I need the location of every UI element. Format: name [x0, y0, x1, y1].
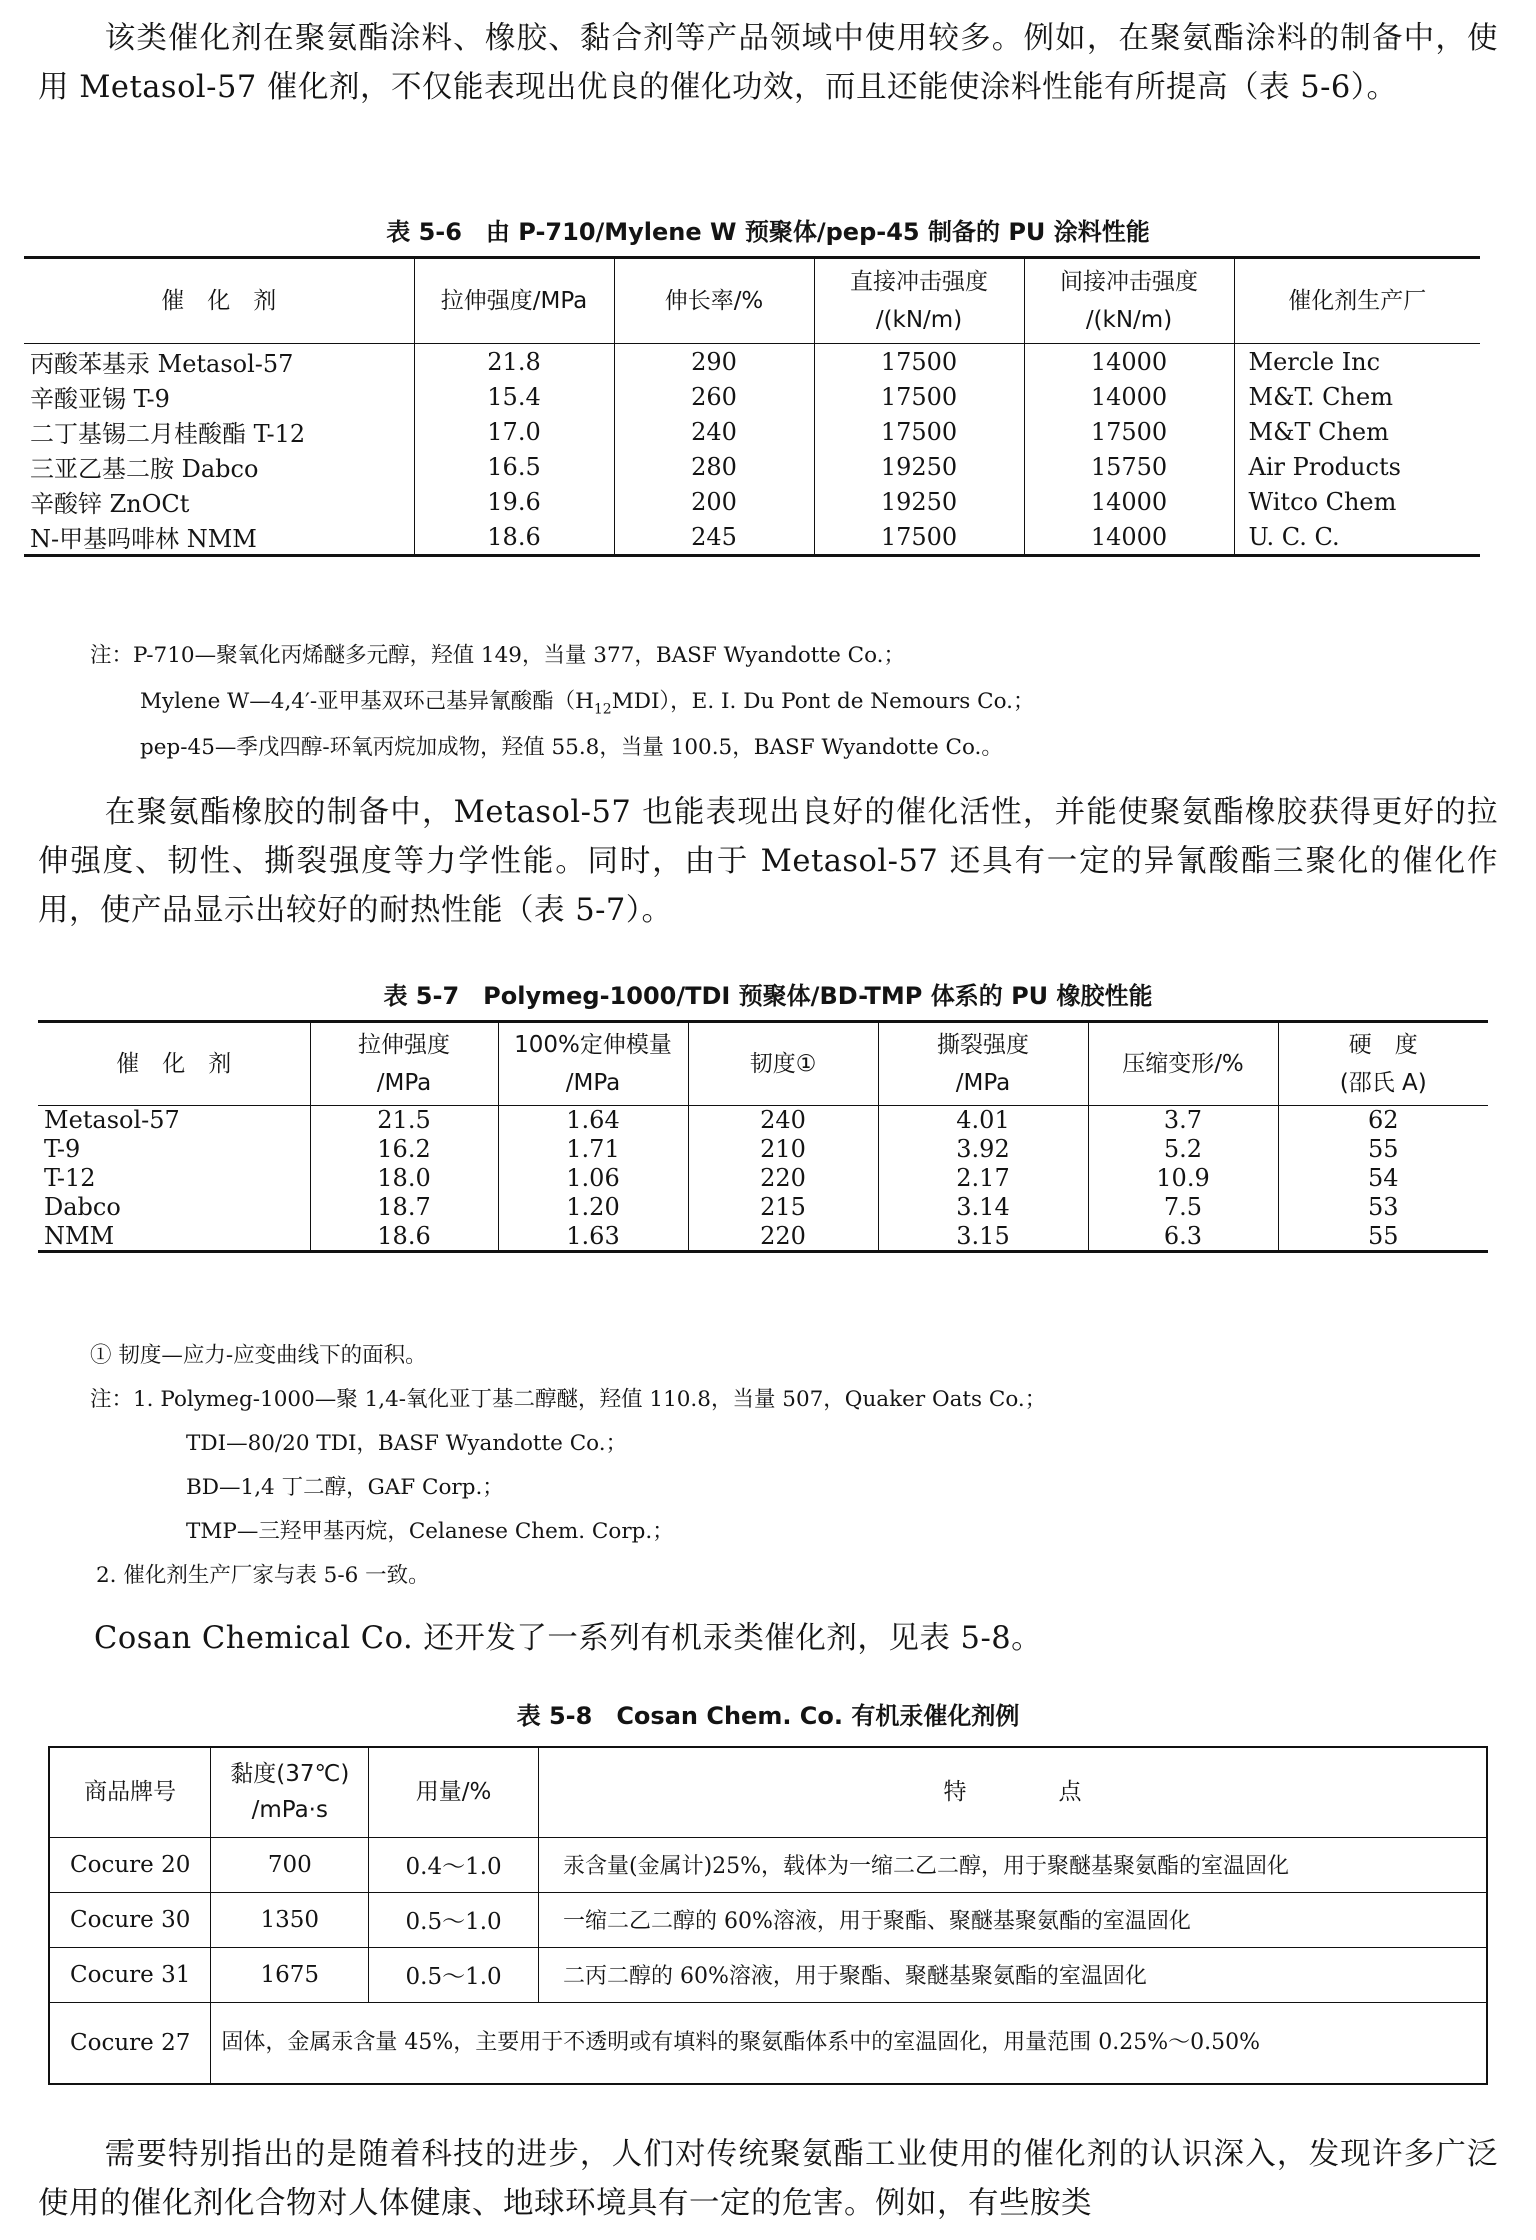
column-header: 商品牌号	[49, 1747, 211, 1837]
table-cell: 220	[688, 1222, 878, 1252]
table-cell: 260	[614, 379, 814, 414]
table-cell: 0.5～1.0	[369, 1947, 539, 2002]
table-cell: 1.06	[498, 1164, 688, 1193]
table-row	[38, 1164, 1488, 1193]
table-5-6-caption: 表 5-6 由 P-710/Mylene W 预聚体/pep-45 制备的 PU 涂料性能	[386, 218, 1150, 246]
table-cell: M&T Chem	[1234, 414, 1480, 449]
table-cell: 1.63	[498, 1222, 688, 1252]
table-cell: 3.15	[878, 1222, 1088, 1252]
table-row	[38, 1106, 1488, 1135]
table-cell: 15.4	[414, 379, 614, 414]
table-cell: 16.2	[310, 1135, 498, 1164]
table-row	[38, 1135, 1488, 1164]
table-row	[38, 1193, 1488, 1222]
table-cell: 10.9	[1088, 1164, 1278, 1193]
column-header: 韧度①	[688, 1022, 878, 1106]
table-cell: 17.0	[414, 414, 614, 449]
table-cell: T-9	[44, 1135, 81, 1163]
column-header: 间接冲击强度 /(kN/m)	[1024, 258, 1234, 344]
table-5-8	[48, 1746, 1488, 2085]
table-cell: 6.3	[1088, 1222, 1278, 1252]
table-cell: 54	[1278, 1164, 1488, 1193]
table-cell: Witco Chem	[1234, 484, 1480, 519]
table-row	[49, 1837, 1487, 1892]
table-cell: 700	[211, 1837, 369, 1892]
column-header: 硬 度 (邵氏 A)	[1278, 1022, 1488, 1106]
table-cell: 7.5	[1088, 1193, 1278, 1222]
column-header: 直接冲击强度 /(kN/m)	[814, 258, 1024, 344]
table-row	[49, 1947, 1487, 2002]
table-row	[24, 414, 1480, 449]
table-5-7-note-3: BD—1,4 丁二醇，GAF Corp.；	[186, 1475, 504, 1500]
table-cell: 290	[614, 344, 814, 380]
paragraph-closing: 需要特别指出的是随着科技的进步，人们对传统聚氨酯工业使用的催化剂的认识深入，发现许多广泛使用的催化剂化合物对人体健康、地球环境具有一定的危害。例如，有些胺类	[38, 2137, 1498, 2221]
table-cell: Cocure 27	[49, 2002, 211, 2084]
table-cell: 14000	[1024, 344, 1234, 380]
table-5-6-note-3: pep-45—季戊四醇-环氧丙烷加成物，羟值 55.8，当量 100.5，BASF Wyandotte Co.。	[140, 735, 1003, 760]
paragraph-rubber: 在聚氨酯橡胶的制备中，Metasol-57 也能表现出良好的催化活性，并能使聚氨酯橡胶获得更好的拉伸强度、韧性、撕裂强度等力学性能。同时，由于 Metasol-57 还具有一定的异氰酸酯三聚化的催化作用，使产品显示出较好的耐热性能（表 5-7）。	[38, 795, 1498, 928]
table-cell: 21.8	[414, 344, 614, 380]
table-row	[38, 1222, 1488, 1252]
table-cell: 5.2	[1088, 1135, 1278, 1164]
table-cell: 3.14	[878, 1193, 1088, 1222]
table-5-6-note-2: Mylene W—4,4′-亚甲基双环己基异氰酸酯$(H_{12}MDI)$，E. I. Du Pont de Nemours Co.；	[140, 689, 1035, 718]
table-cell: 3.7	[1088, 1106, 1278, 1135]
table-5-6	[24, 256, 1480, 557]
table-row	[24, 379, 1480, 414]
table-cell: 18.0	[310, 1164, 498, 1193]
table-5-8-caption: 表 5-8 Cosan Chem. Co. 有机汞催化剂例	[516, 1702, 1020, 1730]
table-5-6-note-1: 注：P-710—聚氧化丙烯醚多元醇，羟值 149，当量 377，BASF Wyandotte Co.；	[90, 643, 905, 668]
table-5-7	[38, 1020, 1488, 1253]
column-header: 催 化 剂	[161, 288, 277, 314]
table-row	[24, 484, 1480, 519]
column-header: 拉伸强度/MPa	[414, 258, 614, 344]
table-cell: N-甲基吗啡林 NMM	[30, 525, 257, 553]
table-cell: 280	[614, 449, 814, 484]
table-row	[49, 1892, 1487, 1947]
table-cell: 三亚乙基二胺 Dabco	[30, 455, 259, 483]
table-cell: 245	[614, 519, 814, 556]
table-cell: 14000	[1024, 379, 1234, 414]
table-cell: 2.17	[878, 1164, 1088, 1193]
table-cell: 17500	[814, 379, 1024, 414]
table-cell: 62	[1278, 1106, 1488, 1135]
table-cell: Air Products	[1234, 449, 1480, 484]
column-header: 特 点	[538, 1747, 1487, 1837]
table-row	[24, 519, 1480, 556]
table-cell: Mercle Inc	[1234, 344, 1480, 380]
paragraph-cosan: Cosan Chemical Co. 还开发了一系列有机汞类催化剂，见表 5-8。	[94, 1621, 1043, 1656]
table-cell: 17500	[1024, 414, 1234, 449]
table-cell: 0.4～1.0	[369, 1837, 539, 1892]
table-row	[49, 2002, 1487, 2084]
table-cell: 220	[688, 1164, 878, 1193]
table-cell: 3.92	[878, 1135, 1088, 1164]
table-cell: 240	[688, 1106, 878, 1135]
table-cell: 215	[688, 1193, 878, 1222]
table-header-row	[38, 1022, 1488, 1106]
column-header: 用量/%	[369, 1747, 539, 1837]
table-cell: 18.6	[310, 1222, 498, 1252]
table-cell: M&T. Chem	[1234, 379, 1480, 414]
table-5-7-note-2: TDI—80/20 TDI，BASF Wyandotte Co.；	[186, 1431, 628, 1456]
table-cell: Metasol-57	[44, 1106, 180, 1135]
table-cell: 19.6	[414, 484, 614, 519]
table-cell: T-12	[44, 1164, 96, 1192]
table-cell: 240	[614, 414, 814, 449]
table-cell: 辛酸亚锡 T-9	[30, 385, 170, 413]
table-cell: 17500	[814, 519, 1024, 556]
table-row	[24, 344, 1480, 380]
table-cell: 14000	[1024, 519, 1234, 556]
table-cell: 17500	[814, 414, 1024, 449]
table-cell: 21.5	[310, 1106, 498, 1135]
table-cell: 55	[1278, 1222, 1488, 1252]
table-cell: 二丁基锡二月桂酸酯 T-12	[30, 420, 306, 448]
table-cell: 16.5	[414, 449, 614, 484]
table-header-row	[24, 258, 1480, 344]
table-cell: 丙酸苯基汞 Metasol-57	[30, 350, 294, 378]
table-cell: 14000	[1024, 484, 1234, 519]
table-5-7-note-1: 注：1. Polymeg-1000—聚 1,4-氧化亚丁基二醇醚，羟值 110.8，当量 507，Quaker Oats Co.；	[90, 1387, 1047, 1412]
table-cell: 4.01	[878, 1106, 1088, 1135]
table-5-7-caption: 表 5-7 Polymeg-1000/TDI 预聚体/BD-TMP 体系的 PU 橡胶性能	[383, 982, 1153, 1010]
table-cell: 一缩二乙二醇的 60%溶液，用于聚酯、聚醚基聚氨酯的室温固化	[538, 1892, 1487, 1947]
column-header: 催化剂生产厂	[1234, 258, 1480, 344]
column-header: 撕裂强度 /MPa	[878, 1022, 1088, 1106]
table-cell: NMM	[44, 1221, 115, 1250]
table-cell: 18.6	[414, 519, 614, 556]
table-cell: 18.7	[310, 1193, 498, 1222]
table-cell: Dabco	[44, 1193, 121, 1221]
column-header: 催 化 剂	[116, 1051, 232, 1077]
table-cell: Cocure 31	[49, 1947, 211, 2002]
table-header-row	[49, 1747, 1487, 1837]
column-header: 100%定伸模量 /MPa	[498, 1022, 688, 1106]
column-header: 伸长率/%	[614, 258, 814, 344]
table-cell: 55	[1278, 1135, 1488, 1164]
table-cell: 1.71	[498, 1135, 688, 1164]
table-5-7-note-4: TMP—三羟甲基丙烷，Celanese Chem. Corp.；	[186, 1519, 674, 1544]
table-cell: 0.5～1.0	[369, 1892, 539, 1947]
table-cell: 1350	[211, 1892, 369, 1947]
paragraph-intro: 该类催化剂在聚氨酯涂料、橡胶、黏合剂等产品领域中使用较多。例如，在聚氨酯涂料的制备中，使用 Metasol-57 催化剂，不仅能表现出优良的催化功效，而且还能使涂料性能有所提高（表 5-6）。	[38, 21, 1498, 105]
table-cell: 210	[688, 1135, 878, 1164]
table-cell: 汞含量(金属计)25%，载体为一缩二乙二醇，用于聚醚基聚氨酯的室温固化	[538, 1837, 1487, 1892]
table-cell: Cocure 30	[49, 1892, 211, 1947]
table-cell: 1.20	[498, 1193, 688, 1222]
table-cell: 17500	[814, 344, 1024, 380]
table-cell: U. C. C.	[1234, 519, 1480, 556]
table-5-7-footnote: ① 韧度—应力-应变曲线下的面积。	[90, 1343, 427, 1368]
table-cell: 1.64	[498, 1106, 688, 1135]
column-header: 拉伸强度 /MPa	[310, 1022, 498, 1106]
column-header: 压缩变形/%	[1088, 1022, 1278, 1106]
table-cell: 二丙二醇的 60%溶液，用于聚酯、聚醚基聚氨酯的室温固化	[538, 1947, 1487, 2002]
table-cell: 1675	[211, 1947, 369, 2002]
table-5-7-note-5: 2. 催化剂生产厂家与表 5-6 一致。	[96, 1563, 430, 1588]
table-cell: 固体，金属汞含量 45%，主要用于不透明或有填料的聚氨酯体系中的室温固化，用量范围 0.25%～0.50%	[211, 2002, 1487, 2084]
table-cell: Cocure 20	[49, 1837, 211, 1892]
table-cell: 53	[1278, 1193, 1488, 1222]
column-header: 黏度(37℃) /mPa·s	[211, 1747, 369, 1837]
table-cell: 200	[614, 484, 814, 519]
table-cell: 19250	[814, 449, 1024, 484]
table-cell: 19250	[814, 484, 1024, 519]
table-row	[24, 449, 1480, 484]
table-cell: 辛酸锌 ZnOCt	[30, 490, 190, 518]
table-cell: 15750	[1024, 449, 1234, 484]
